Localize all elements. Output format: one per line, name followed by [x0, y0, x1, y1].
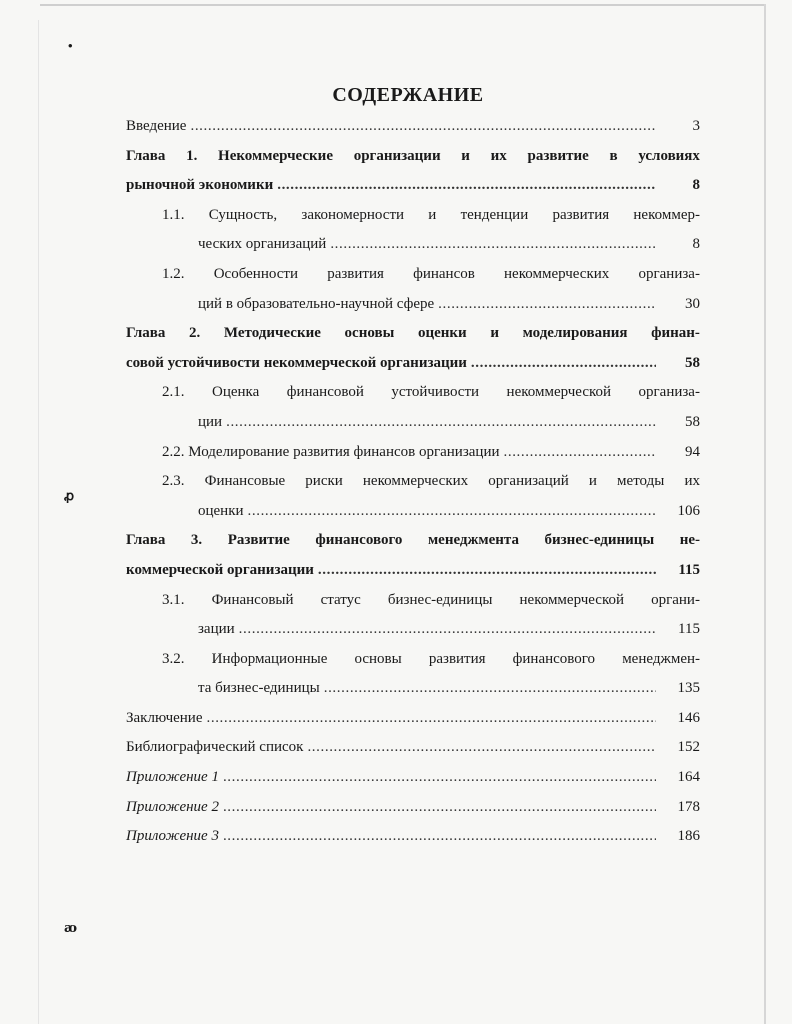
toc-word: моделирования — [522, 325, 628, 342]
toc-word: Развитие — [227, 532, 290, 549]
dot-leader — [438, 290, 656, 320]
scan-edge-right — [764, 4, 766, 1024]
dot-leader — [277, 171, 656, 201]
toc-word: некоммерческой — [506, 384, 612, 401]
toc-word: не- — [679, 532, 700, 549]
toc-word: и — [461, 147, 470, 164]
toc-entry-text: коммерческой организации — [126, 561, 314, 578]
toc-word: 2.1. — [162, 384, 185, 401]
toc-line — [126, 556, 700, 586]
toc-section — [126, 586, 700, 645]
toc-word: некоммерческой — [519, 591, 624, 608]
toc-line — [126, 408, 700, 438]
dot-leader — [330, 230, 656, 260]
toc-word: менеджмен- — [622, 650, 700, 667]
toc-word: финан- — [651, 325, 700, 342]
toc-word: Сущность, — [208, 206, 278, 223]
toc-word: 1. — [186, 147, 198, 164]
toc-word: Финансовые — [204, 473, 286, 490]
toc-word: и — [588, 473, 597, 490]
toc-line — [126, 793, 700, 823]
toc-entry-text: ческих организаций — [198, 236, 327, 253]
toc-page-number: 8 — [692, 236, 700, 253]
toc-page-number: 3 — [692, 118, 700, 134]
toc-entry-text: Приложение 3 — [126, 828, 219, 845]
toc-word: условиях — [638, 147, 700, 164]
toc-entry — [126, 793, 700, 823]
toc-word: устойчивости — [391, 384, 480, 401]
toc-word: и — [428, 206, 437, 223]
toc-word: органи- — [651, 591, 700, 608]
toc-word: тенденции — [460, 206, 529, 223]
toc-line — [126, 615, 700, 645]
toc-page-number: 164 — [677, 769, 700, 786]
toc-word: 3.2. — [162, 650, 185, 667]
toc-page-number: 146 — [677, 709, 700, 726]
toc-page-number: 115 — [678, 561, 700, 578]
toc-first-line — [126, 319, 700, 349]
toc-first-line — [126, 467, 700, 497]
dot-leader — [318, 556, 656, 586]
toc-first-line — [126, 378, 700, 408]
toc-entry — [126, 822, 700, 852]
dot-leader — [471, 349, 656, 379]
toc-line — [126, 763, 700, 793]
toc-page-number: 94 — [685, 443, 700, 460]
scan-mark: ꝓ — [64, 488, 75, 503]
table-of-contents — [126, 112, 700, 852]
dot-leader — [324, 674, 656, 704]
toc-page-number: 8 — [692, 177, 700, 194]
toc-first-line — [126, 201, 700, 231]
toc-word: некоммерческих — [504, 265, 610, 282]
toc-page-number: 152 — [677, 739, 700, 756]
toc-word: некоммерческих — [362, 473, 469, 490]
toc-entry — [126, 733, 700, 763]
toc-page-number: 135 — [677, 680, 700, 697]
toc-word: финансового — [315, 532, 403, 549]
toc-entry-text: ций в образовательно-научной сфере — [198, 295, 435, 312]
toc-word: их — [490, 147, 507, 164]
toc-entry-text: зации — [198, 621, 235, 638]
scan-mark: • — [68, 38, 73, 53]
dot-leader — [239, 615, 656, 645]
toc-entry-text: оценки — [198, 502, 244, 519]
toc-page-number: 178 — [677, 798, 700, 815]
toc-word: организации — [353, 147, 441, 164]
toc-word: Методические — [223, 325, 321, 342]
toc-word: Особенности — [213, 265, 298, 282]
dot-leader — [307, 733, 656, 763]
toc-word: и — [490, 325, 499, 342]
toc-word: 3. — [190, 532, 203, 549]
toc-word: Некоммерческие — [218, 147, 333, 164]
toc-word: основы — [354, 650, 402, 667]
dot-leader — [207, 704, 657, 734]
toc-word: оценки — [417, 325, 467, 342]
scan-edge-top — [40, 4, 764, 6]
toc-entry-text: совой устойчивости некоммерческой организации — [126, 354, 467, 371]
toc-entry-text: Приложение 1 — [126, 769, 219, 786]
toc-first-line — [126, 526, 700, 556]
toc-page-number: 106 — [677, 502, 700, 519]
toc-first-line — [126, 586, 700, 616]
toc-entry-text: Приложение 2 — [126, 798, 219, 815]
toc-first-line — [126, 142, 700, 172]
toc-entry — [126, 112, 700, 142]
toc-entry-text: Заключение — [126, 709, 203, 726]
toc-word: некоммер- — [633, 206, 700, 223]
toc-word: статус — [320, 591, 361, 608]
toc-line — [126, 733, 700, 763]
dot-leader — [223, 793, 656, 823]
dot-leader — [190, 112, 656, 142]
toc-word: бизнес-единицы — [387, 591, 493, 608]
toc-page-number: 115 — [678, 621, 700, 638]
dot-leader — [223, 822, 656, 852]
toc-section — [126, 201, 700, 260]
dot-leader — [226, 408, 656, 438]
toc-section — [126, 438, 700, 468]
toc-word: 1.1. — [162, 206, 185, 223]
toc-word: Глава — [126, 532, 166, 549]
toc-word: развития — [327, 265, 384, 282]
toc-entry-text: рыночной экономики — [126, 177, 274, 194]
toc-chapter — [126, 526, 700, 585]
toc-word: в — [609, 147, 618, 164]
toc-entry-text: Библиографический список — [126, 739, 304, 756]
toc-word: 1.2. — [162, 265, 185, 282]
toc-word: Глава — [126, 147, 166, 164]
toc-word: организаций — [488, 473, 569, 490]
toc-line — [126, 704, 700, 734]
toc-first-line — [126, 260, 700, 290]
toc-section — [126, 260, 700, 319]
scan-edge-left — [38, 20, 39, 1024]
toc-word: Информационные — [211, 650, 328, 667]
toc-line — [126, 822, 700, 852]
toc-first-line — [126, 645, 700, 675]
toc-word: развитие — [527, 147, 589, 164]
dot-leader — [248, 497, 656, 527]
toc-word: их — [684, 473, 700, 490]
toc-line — [126, 171, 700, 201]
toc-word: финансового — [512, 650, 596, 667]
toc-word: 2.3. — [162, 473, 185, 490]
toc-page-number: 30 — [685, 295, 700, 312]
toc-entry — [126, 763, 700, 793]
toc-word: методы — [617, 473, 665, 490]
toc-word: Оценка — [211, 384, 260, 401]
toc-page-number: 186 — [677, 828, 700, 845]
toc-word: развития — [428, 650, 486, 667]
dot-leader — [504, 438, 657, 468]
dot-leader — [223, 763, 656, 793]
toc-chapter — [126, 142, 700, 201]
page-title: СОДЕРЖАНИЕ — [332, 84, 484, 106]
toc-word: риски — [305, 473, 343, 490]
toc-word: основы — [344, 325, 395, 342]
toc-line — [126, 230, 700, 260]
toc-section — [126, 378, 700, 437]
toc-entry-text: та бизнес-единицы — [198, 680, 320, 697]
toc-word: менеджмента — [427, 532, 519, 549]
toc-chapter — [126, 319, 700, 378]
toc-line — [126, 112, 700, 142]
toc-word: организа- — [638, 265, 700, 282]
toc-word: финансовой — [286, 384, 364, 401]
toc-line — [126, 674, 700, 704]
toc-line — [126, 290, 700, 320]
toc-line — [126, 438, 700, 468]
toc-section — [126, 645, 700, 704]
toc-word: 3.1. — [162, 591, 185, 608]
toc-page-number: 58 — [685, 354, 700, 371]
toc-word: бизнес-единицы — [544, 532, 655, 549]
toc-word: развития — [552, 206, 610, 223]
scan-mark: ꜵ — [64, 920, 78, 935]
toc-line — [126, 349, 700, 379]
toc-entry-text: ции — [198, 413, 223, 430]
toc-page-number: 58 — [685, 413, 700, 430]
toc-word: закономерности — [301, 206, 405, 223]
toc-entry-text: Введение — [126, 118, 187, 134]
toc-entry-text: 2.2. Моделирование развития финансов организации — [162, 443, 500, 460]
toc-word: 2. — [189, 325, 201, 342]
toc-word: Финансовый — [211, 591, 294, 608]
toc-word: Глава — [126, 325, 166, 342]
toc-entry — [126, 704, 700, 734]
toc-section — [126, 467, 700, 526]
toc-line — [126, 497, 700, 527]
toc-word: финансов — [413, 265, 475, 282]
toc-word: организа- — [638, 384, 700, 401]
